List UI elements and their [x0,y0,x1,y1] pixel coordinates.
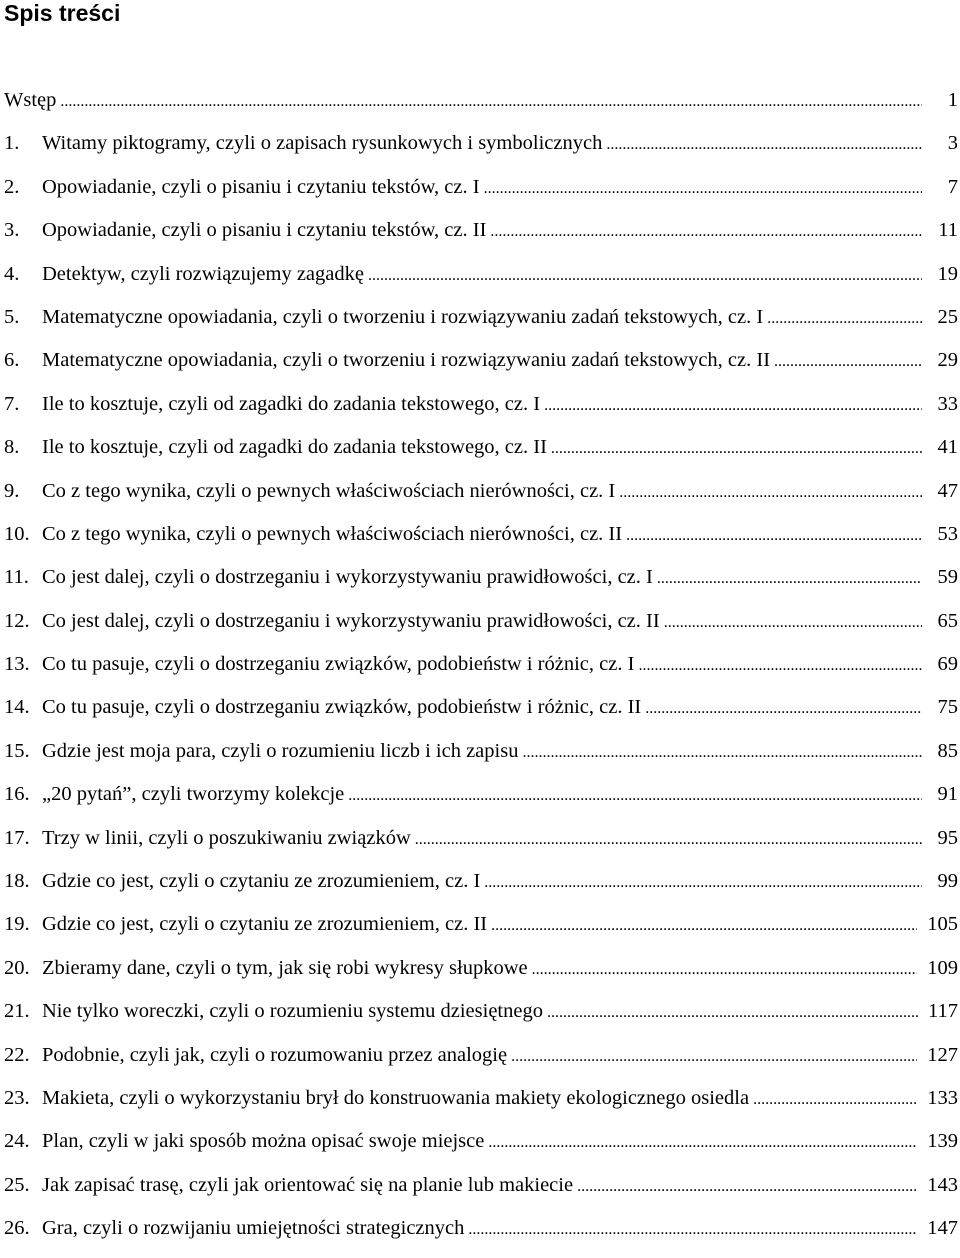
toc-entry-title: Matematyczne opowiadania, czyli o tworzeniu i rozwiązywaniu zadań tekstowych, cz. II [42,349,771,372]
toc-entry-number: 21. [4,1000,30,1023]
toc-entry[interactable] [4,693,960,736]
dot-leader [619,479,922,507]
toc-entry[interactable] [4,1214,960,1257]
dot-leader [657,565,922,593]
dot-leader [368,262,922,290]
toc-entry-page-number: 29 [937,349,958,372]
dot-leader [491,912,917,940]
toc-entry[interactable] [4,997,960,1040]
toc-entry-title: Trzy w linii, czyli o poszukiwaniu związków [42,826,411,849]
toc-entry-number: 17. [4,826,30,849]
toc-entry-page-number: 139 [927,1130,958,1153]
dot-leader [522,739,922,767]
toc-entry-title: Podobnie, czyli jak, czyli o rozumowaniu przez analogię [42,1043,508,1066]
toc-entry-page-number: 7 [947,175,958,198]
toc-entry-title: Opowiadanie, czyli o pisaniu i czytaniu tekstów, cz. I [42,175,480,198]
toc-entry-title: Co tu pasuje, czyli o dostrzeganiu związków, podobieństw i różnic, cz. II [42,696,642,719]
toc-entry-number: 14. [4,696,30,719]
toc-entry[interactable] [4,1127,960,1170]
toc-entry-page-number: 99 [937,870,958,893]
toc-entry[interactable] [4,346,960,389]
toc-entry-page-number: 143 [927,1173,958,1196]
toc-entry-page-number: 65 [937,609,958,632]
toc-entry-number: 12. [4,609,30,632]
toc-entry-title: Co z tego wynika, czyli o pewnych właściwościach nierówności, cz. II [42,522,623,545]
toc-entry-page-number: 59 [937,566,958,589]
toc-entry-page-number: 19 [937,262,958,285]
toc-entry-title: Witamy piktogramy, czyli o zapisach rysunkowych i symbolicznych [42,132,603,155]
toc-entry-title: Co z tego wynika, czyli o pewnych właściwościach nierówności, cz. I [42,479,616,502]
toc-entry-title: Co tu pasuje, czyli o dostrzeganiu związków, podobieństw i różnic, cz. I [42,653,635,676]
toc-entry[interactable] [4,607,960,650]
dot-leader [638,652,922,680]
toc-entry[interactable] [4,780,960,823]
toc-entry-title: Gdzie co jest, czyli o czytaniu ze zrozumieniem, cz. I [42,870,481,893]
toc-entry-page-number: 33 [937,392,958,415]
toc-entry-page-number: 109 [927,956,958,979]
toc-entry-number: 8. [4,436,20,459]
dot-leader [551,435,922,463]
table-of-contents [4,86,960,1258]
toc-entry-number: 26. [4,1217,30,1240]
toc-entry-number: 10. [4,522,30,545]
toc-entry-page-number: 53 [937,522,958,545]
dot-leader [348,782,922,810]
toc-entry-page-number: 147 [927,1217,958,1240]
toc-entry-page-number: 69 [937,653,958,676]
toc-entry-number: 19. [4,913,30,936]
toc-entry[interactable] [4,650,960,693]
dot-leader [774,348,922,376]
toc-entry-title: Detektyw, czyli rozwiązujemy zagadkę [42,262,364,285]
toc-entry-title: Plan, czyli w jaki sposób można opisać swoje miejsce [42,1130,485,1153]
toc-entry[interactable] [4,1171,960,1214]
dot-leader [664,609,922,637]
toc-entry[interactable] [4,1084,960,1127]
toc-entry[interactable] [4,563,960,606]
toc-entry-page-number: 41 [937,436,958,459]
toc-entry[interactable] [4,867,960,910]
toc-entry[interactable] [4,477,960,520]
toc-entry[interactable] [4,1041,960,1084]
dot-leader [488,1129,917,1157]
dot-leader [544,392,922,420]
dot-leader [60,88,922,116]
toc-entry-title: Ile to kosztuje, czyli od zagadki do zadania tekstowego, cz. II [42,436,547,459]
toc-entry-title: Nie tylko woreczki, czyli o rozumieniu systemu dziesiętnego [42,1000,543,1023]
toc-entry-number: 7. [4,392,20,415]
toc-entry-page-number: 105 [927,913,958,936]
dot-leader [547,999,918,1027]
toc-entry[interactable] [4,303,960,346]
toc-entry-page-number: 47 [937,479,958,502]
toc-entry-number: 23. [4,1086,30,1109]
toc-entry-title: Gra, czyli o rozwijaniu umiejętności strategicznych [42,1217,465,1240]
toc-entry-number: 18. [4,870,30,893]
dot-leader [511,1043,917,1071]
dot-leader [415,826,922,854]
page-title: Spis treści [4,0,121,26]
toc-entry-number: 1. [4,132,20,155]
toc-entry[interactable] [4,520,960,563]
dot-leader [484,175,922,203]
toc-entry-title: „20 pytań”, czyli tworzymy kolekcje [42,783,345,806]
toc-entry-number: 9. [4,479,20,502]
dot-leader [532,956,918,984]
toc-entry-title: Gdzie co jest, czyli o czytaniu ze zrozumieniem, cz. II [42,913,488,936]
toc-entry-page-number: 117 [928,1000,958,1023]
toc-entry-page-number: 91 [937,783,958,806]
toc-entry-number: 4. [4,262,20,285]
toc-entry-page-number: 3 [947,132,958,155]
toc-entry[interactable] [4,433,960,476]
toc-entry-title: Co jest dalej, czyli o dostrzeganiu i wykorzystywaniu prawidłowości, cz. II [42,609,660,632]
toc-entry-page-number: 25 [937,305,958,328]
toc-entry-title: Jak zapisać trasę, czyli jak orientować się na planie lub makiecie [42,1173,574,1196]
toc-entry-number: 24. [4,1130,30,1153]
toc-entry[interactable] [4,390,960,433]
dot-leader [767,305,922,333]
toc-entry[interactable] [4,173,960,216]
toc-entry-page-number: 85 [937,739,958,762]
toc-entry-number: 5. [4,305,20,328]
toc-entry-page-number: 95 [937,826,958,849]
toc-entry-page-number: 1 [947,89,958,111]
toc-entry-title: Makieta, czyli o wykorzystaniu brył do konstruowania makiety ekologicznego osiedla [42,1086,750,1109]
toc-entry-number: 11. [4,566,29,589]
toc-entry-title: Co jest dalej, czyli o dostrzeganiu i wykorzystywaniu prawidłowości, cz. I [42,566,653,589]
dot-leader [645,695,922,723]
toc-entry[interactable] [4,910,960,953]
dot-leader [577,1173,917,1201]
dot-leader [606,131,922,159]
toc-entry-number: 20. [4,956,30,979]
toc-entry[interactable] [4,129,960,172]
toc-entry-number: 22. [4,1043,30,1066]
toc-entry-title: Ile to kosztuje, czyli od zagadki do zadania tekstowego, cz. I [42,392,541,415]
toc-entry-number: 13. [4,653,30,676]
toc-entry-number: 6. [4,349,20,372]
toc-entry-page-number: 127 [927,1043,958,1066]
toc-entry-page-number: 11 [938,219,958,242]
dot-leader [490,218,922,246]
toc-entry-page-number: 133 [927,1086,958,1109]
toc-entry[interactable] [4,824,960,867]
dot-leader [484,869,922,897]
dot-leader [753,1086,917,1114]
toc-entry[interactable] [4,86,960,129]
toc-entry-number: 16. [4,783,30,806]
toc-entry-number: 15. [4,739,30,762]
toc-entry[interactable] [4,260,960,303]
toc-entry-title: Zbieramy dane, czyli o tym, jak się robi wykresy słupkowe [42,956,528,979]
toc-entry-page-number: 75 [937,696,958,719]
toc-entry[interactable] [4,216,960,259]
toc-entry-title: Gdzie jest moja para, czyli o rozumieniu liczb i ich zapisu [42,739,519,762]
toc-entry-number: 3. [4,219,20,242]
toc-entry-number: 2. [4,175,20,198]
toc-entry[interactable] [4,954,960,997]
toc-entry-number: 25. [4,1173,30,1196]
toc-entry-title: Opowiadanie, czyli o pisaniu i czytaniu tekstów, cz. II [42,219,487,242]
toc-entry-title: Matematyczne opowiadania, czyli o tworzeniu i rozwiązywaniu zadań tekstowych, cz. I [42,305,764,328]
dot-leader [626,522,922,550]
toc-entry[interactable] [4,737,960,780]
toc-entry-title: Wstęp [4,89,57,111]
